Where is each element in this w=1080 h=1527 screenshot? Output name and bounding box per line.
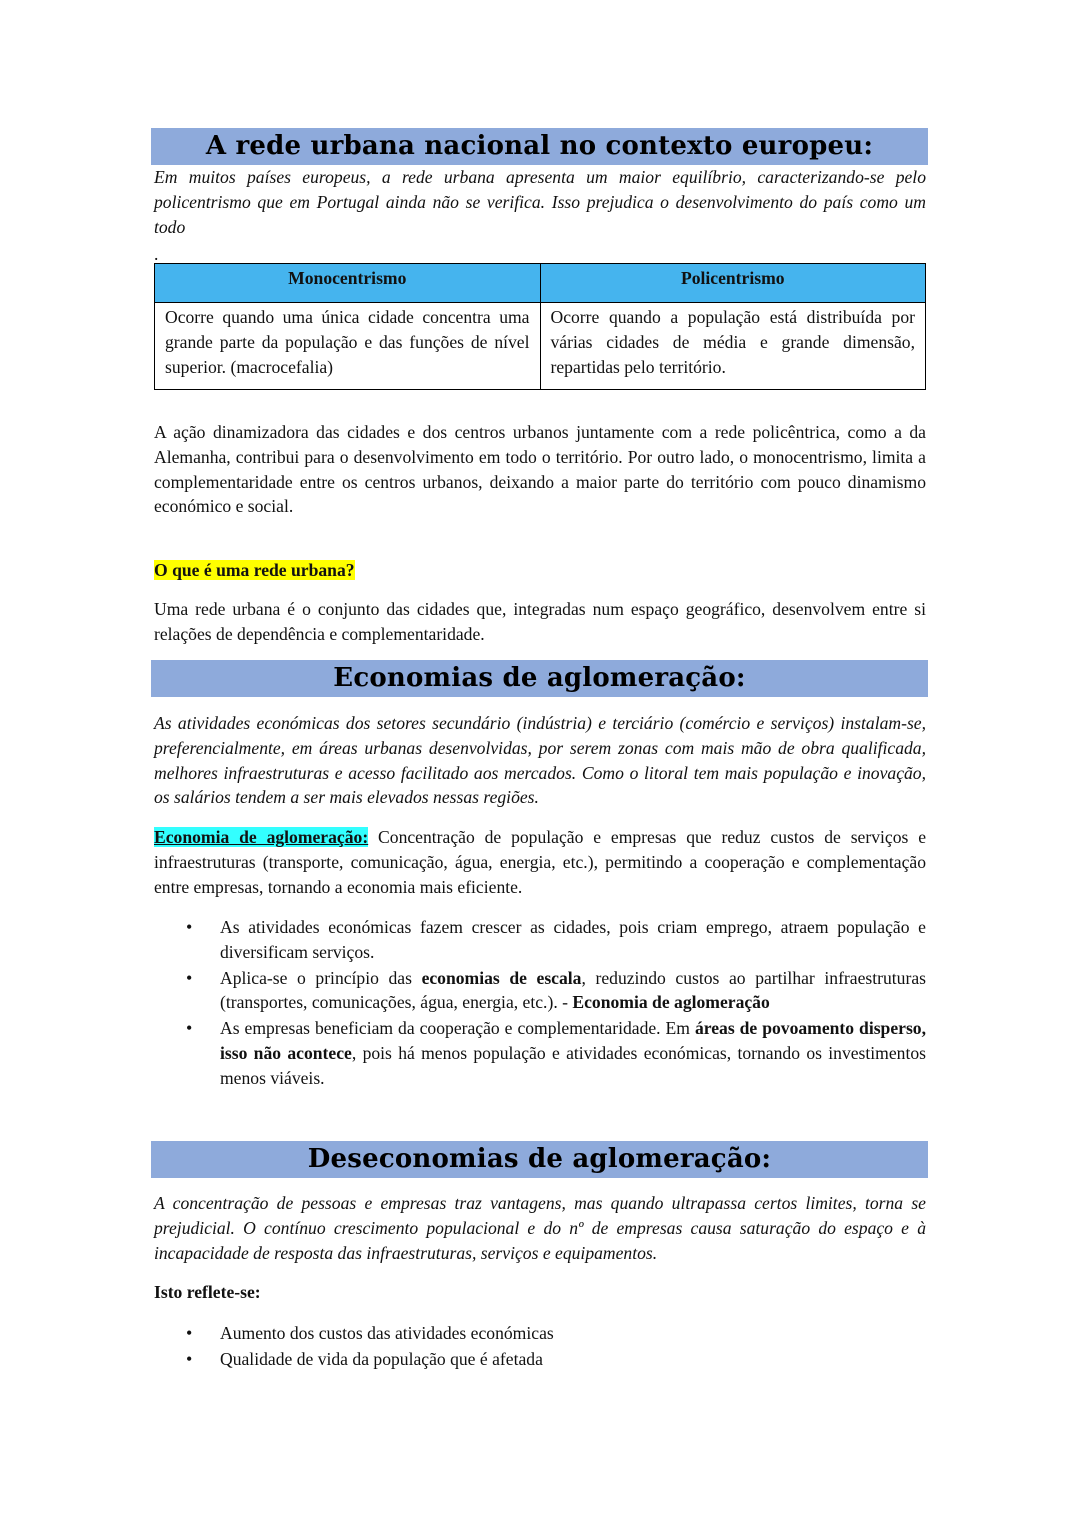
question-highlight: O que é uma rede urbana? — [154, 560, 355, 580]
list-item — [154, 966, 926, 1016]
reflects-label: Isto reflete-se: — [154, 1282, 261, 1302]
agglomeration-intro: As atividades económicas dos setores secundário (indústria) e terciário (comércio e serviços) instalam-se, preferencialmente, em áreas urbanas desenvolvidas, por serem zonas com mais mão de obra qualificada, melhores infraestruturas e acesso facilitado aos mercados. Como o litoral tem mais população e inovação, os salários tendem a ser mais elevados nessas regiões. — [154, 713, 926, 808]
diseconomies-bullet-list — [154, 1321, 926, 1373]
urban-dynamics-paragraph: A ação dinamizadora das cidades e dos centros urbanos juntamente com a rede policêntrica, como a da Alemanha, contribui para o desenvolvimento em todo o território. Por outro lado, o monocentrismo, limita a complementaridade entre os centros urbanos, deixando a maior parte do território com pouco dinamismo económico e social. — [154, 422, 926, 517]
bullet-bold-text: áreas de povoamento disperso, isso não acontece — [220, 1018, 927, 1063]
list-item: • Qualidade de vida da população que é afetada — [154, 1347, 926, 1372]
bullet-text: , pois há menos população e atividades económicas, tornando os investimentos menos viáveis. — [220, 1042, 927, 1088]
list-item — [154, 915, 926, 965]
stray-dot: . — [154, 244, 159, 264]
bullet-text: As empresas beneficiam da cooperação e complementaridade. Em — [220, 1018, 695, 1039]
diseconomies-intro: A concentração de pessoas e empresas traz vantagens, mas quando ultrapassa certos limites, torna se prejudicial. O contínuo crescimento populacional e do nº de empresas causa saturação do espaço e à incapacidade de resposta das infraestruturas, serviços e equipamentos. — [154, 1193, 926, 1263]
bullet-text: , reduzindo custos ao partilhar infraestruturas (transportes, comunicações, água, energia, etc.). - — [220, 967, 926, 1013]
bullet-bold-text: economias de escala — [421, 967, 582, 988]
urban-network-definition: Uma rede urbana é o conjunto das cidades que, integradas num espaço geográfico, desenvolvem entre si relações de dependência e complementaridade. — [154, 599, 926, 644]
table-header-policentrismo: Policentrismo — [540, 264, 926, 303]
section-title-agglomeration-diseconomies: Deseconomias de aglomeração: — [151, 1141, 928, 1178]
bullet-text: As atividades económicas fazem crescer as cidades, pois criam emprego, atraem população e diversificam serviços. — [220, 917, 926, 962]
agglomeration-bullet-list — [154, 915, 926, 1092]
table-row — [155, 303, 926, 390]
bullet-text: Aplica-se o princípio das — [220, 967, 422, 988]
comparison-table — [154, 263, 926, 390]
list-item: • Aumento dos custos das atividades económicas — [154, 1321, 926, 1346]
agglomeration-definition — [154, 825, 926, 899]
table-cell-monocentrismo: Ocorre quando uma única cidade concentra uma grande parte da população e das funções de nível superior. (macrocefalia) — [155, 303, 541, 390]
definition-text: Concentração de população e empresas que reduz custos de serviços e infraestruturas (transporte, comunicação, água, energia, etc.), permitindo a cooperação e complementação entre empresas, tornando a economia mais eficiente. — [154, 827, 927, 897]
urban-network-intro: Em muitos países europeus, a rede urbana apresenta um maior equilíbrio, caracterizando-se pelo policentrismo que em Portugal ainda não se verifica. Isso prejudica o desenvolvimento do país como um todo — [154, 167, 926, 237]
table-cell-policentrismo: Ocorre quando a população está distribuída por várias cidades de média e grande dimensão, repartidas pelo território. — [540, 303, 926, 390]
table-header-row — [155, 264, 926, 303]
section-title-urban-network: A rede urbana nacional no contexto europeu: — [151, 128, 928, 165]
table-header-monocentrismo: Monocentrismo — [155, 264, 541, 303]
list-item — [154, 1016, 926, 1090]
question-line — [154, 558, 926, 583]
bullet-bold-text: Economia de aglomeração — [572, 992, 770, 1013]
definition-term-highlight: Economia de aglomeração: — [154, 827, 369, 847]
section-title-agglomeration-economies: Economias de aglomeração: — [151, 660, 928, 697]
